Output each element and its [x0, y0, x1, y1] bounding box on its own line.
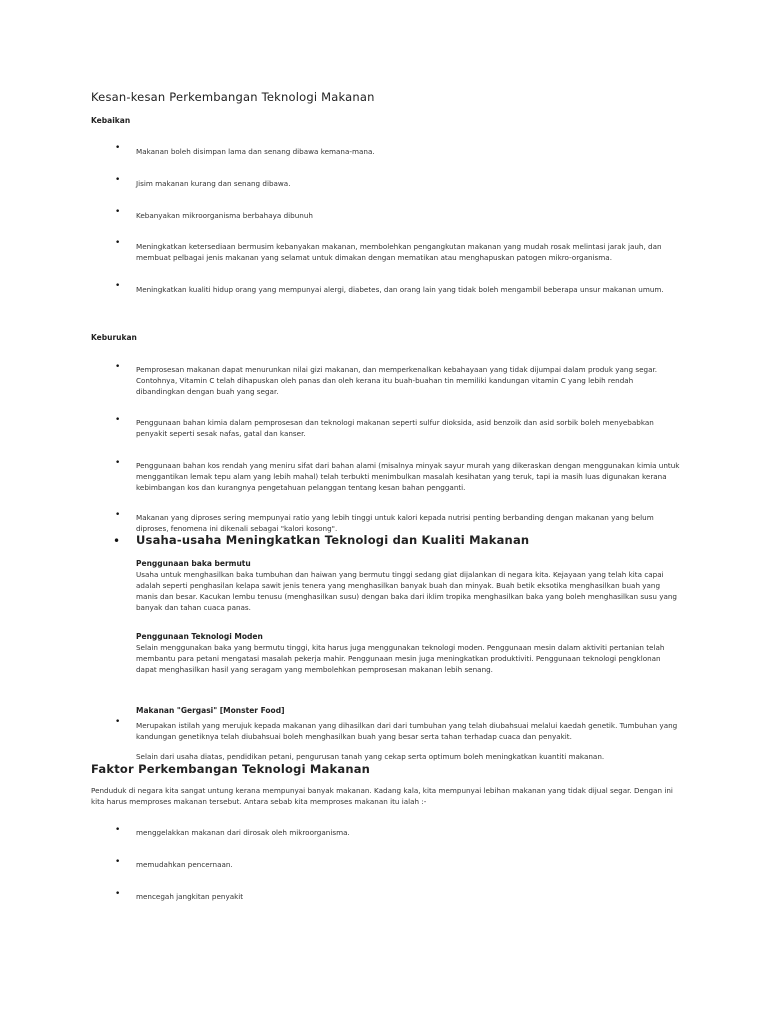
keburukan-item: Penggunaan bahan kos rendah yang meniru sifat dari bahan alami (misalnya minyak sayur murah yang dikeraskan dengan menggunakan kimia untuk menggantikan lemak tepu alam yang lebih mahal) telah terbukti menimbulkan masalah kesihatan yang teruk, tapi ia masih luas digunakan kerana kebimbangan kos dan kurangnya pengetahuan pelanggan tentang kesan bahan pengganti.	[136, 461, 680, 492]
bullet-icon: •	[115, 143, 121, 153]
bullet-icon: •	[115, 857, 121, 867]
kebaikan-item: Meningkatkan kualiti hidup orang yang mempunyai alergi, diabetes, dan orang lain yang tidak boleh mengambil beberapa unsur makanan umum.	[136, 285, 664, 294]
keburukan-item: Penggunaan bahan kimia dalam pemprosesan dan teknologi makanan seperti sulfur dioksida, asid benzoik dan asid sorbik boleh menyebabkan penyakit seperti sesak nafas, gatal dan kanser.	[136, 418, 654, 438]
keburukan-item: Makanan yang diproses sering mempunyai ratio yang lebih tinggi untuk kalori kepada nutrisi penting berbanding dengan makanan yang belum diproses, fenomena ini dikenali sebagai "kalori kosong".	[136, 513, 654, 533]
bullet-icon: •	[115, 238, 121, 248]
bullet-icon: •	[115, 717, 121, 727]
faktor-heading: Faktor Perkembangan Teknologi Makanan	[91, 762, 371, 776]
kebaikan-item: Meningkatkan ketersediaan bermusim kebanyakan makanan, membolehkan pengangkutan makanan yang mudah rosak melintasi jarak jauh, dan membuat pelbagai jenis makanan yang selamat untuk dimakan dengan mematikan atau menghapuskan patogen mikro-organisma.	[136, 242, 662, 262]
kebaikan-heading: Kebaikan	[91, 116, 131, 125]
kebaikan-item: Kebanyakan mikroorganisma berbahaya dibunuh	[136, 211, 313, 220]
bullet-icon: •	[115, 175, 121, 185]
usaha-label-gergasi: Makanan "Gergasi" [Monster Food]	[136, 706, 285, 715]
bullet-icon: •	[115, 825, 121, 835]
faktor-item: menggelakkan makanan dari dirosak oleh mikroorganisma.	[136, 828, 350, 837]
usaha-label-baka: Penggunaan baka bermutu	[136, 559, 251, 568]
faktor-intro: Penduduk di negara kita sangat untung kerana mempunyai banyak makanan. Kadang kala, kita mempunyai lebihan makanan yang tidak dijual segar. Dengan ini kita harus memproses makanan tersebut. Antara sebab kita memproses makanan itu ialah :-	[91, 786, 673, 806]
page-title: Kesan-kesan Perkembangan Teknologi Makanan	[91, 90, 375, 104]
bullet-icon: •	[113, 534, 121, 548]
keburukan-item: Pemprosesan makanan dapat menurunkan nilai gizi makanan, dan memperkenalkan kebahayaan yang tidak dijumpai dalam produk yang segar. Contohnya, Vitamin C telah dihapuskan oleh panas dan oleh kerana itu buah-buahan tin memiliki kandungan vitamin C yang lebih rendah dibandingkan dengan buah yang segar.	[136, 365, 658, 396]
bullet-icon: •	[115, 510, 121, 520]
bullet-icon: •	[115, 207, 121, 217]
bullet-icon: •	[115, 415, 121, 425]
bullet-icon: •	[115, 281, 121, 291]
usaha-label-teknologi: Penggunaan Teknologi Moden	[136, 632, 263, 641]
bullet-icon: •	[115, 458, 121, 468]
bullet-icon: •	[115, 889, 121, 899]
usaha-closing: Selain dari usaha diatas, pendidikan petani, pengurusan tanah yang cekap serta optimum boleh meningkatkan kuantiti makanan.	[136, 752, 605, 761]
usaha-text-teknologi: Selain menggunakan baka yang bermutu tinggi, kita harus juga menggunakan teknologi moden. Penggunaan mesin dalam aktiviti pertanian telah membantu para petani mengatasi masalah pekerja mahir. Penggunaan mesin juga meningkatkan produktiviti. Penggunaan teknologi pengklonan dapat menghasilkan hasil yang seragam yang membolehkan pemprosesan makanan lebih senang.	[136, 643, 665, 674]
faktor-item: memudahkan pencernaan.	[136, 860, 233, 869]
usaha-text-gergasi: Merupakan istilah yang merujuk kepada makanan yang dihasilkan dari dari tumbuhan yang telah diubahsuai melalui kaedah genetik. Tumbuhan yang kandungan genetiknya telah diubahsuai boleh menghasilkan buah yang besar serta tahan terhadap cuaca dan penyakit.	[136, 721, 678, 741]
bullet-icon: •	[115, 362, 121, 372]
usaha-text-baka: Usaha untuk menghasilkan baka tumbuhan dan haiwan yang bermutu tinggi sedang giat dijalankan di negara kita. Kejayaan yang telah kita capai adalah seperti penghasilan kelapa sawit jenis tenera yang menghasilkan banyak buah dan minyak. Buah betik eksotika menghasilkan buah yang manis dan besar. Kacukan lembu tenusu (menghasilkan susu) dengan baka dari iklim tropika menghasilkan baka yang boleh menghasilkan susu yang banyak dan tahan cuaca panas.	[136, 570, 677, 612]
faktor-item: mencegah jangkitan penyakit	[136, 892, 244, 901]
keburukan-heading: Keburukan	[91, 333, 137, 342]
usaha-heading: Usaha-usaha Meningkatkan Teknologi dan Kualiti Makanan	[136, 533, 530, 547]
kebaikan-item: Makanan boleh disimpan lama dan senang dibawa kemana-mana.	[136, 147, 375, 156]
kebaikan-item: Jisim makanan kurang dan senang dibawa.	[136, 179, 291, 188]
